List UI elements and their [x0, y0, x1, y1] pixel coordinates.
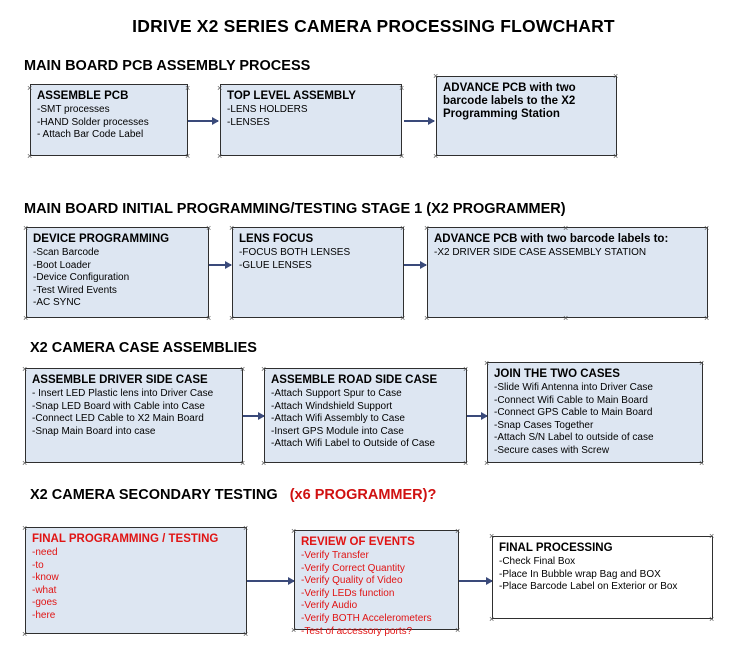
- anchor-x-icon: ×: [563, 223, 569, 233]
- box-review-of-events-title: REVIEW OF EVENTS: [301, 536, 415, 548]
- box-device-programming-title: DEVICE PROGRAMMING: [33, 233, 170, 245]
- anchor-x-icon: ×: [206, 313, 212, 323]
- page-title: IDRIVE X2 SERIES CAMERA PROCESSING FLOWCHART: [132, 16, 615, 36]
- section-heading-2-text: MAIN BOARD INITIAL PROGRAMMING/TESTING STAGE 1 (X2 PROGRAMMER): [24, 201, 566, 217]
- section-heading-4-text: X2 CAMERA SECONDARY TESTING: [30, 487, 278, 503]
- box-final-programming-testing-title: FINAL PROGRAMMING / TESTING: [32, 533, 219, 545]
- line: -goes: [32, 597, 58, 609]
- anchor-x-icon: ×: [399, 83, 405, 93]
- box-top-level-assembly[interactable]: [220, 83, 405, 156]
- line: -Attach S/N Label to outside of case: [494, 432, 654, 444]
- box-review-of-events-lines: [301, 550, 452, 638]
- section-heading-4: [30, 487, 436, 503]
- line: - Insert LED Plastic lens into Driver Case: [32, 388, 214, 399]
- box-final-processing-lines: [499, 556, 706, 594]
- line: -Snap LED Board with Cable into Case: [32, 400, 205, 412]
- anchor-x-icon: ×: [399, 151, 405, 161]
- line: -Place Barcode Label on Exterior or Box: [499, 581, 678, 593]
- box-final-programming-testing-lines: [32, 547, 240, 623]
- line: -Connect Wifi Cable to Main Board: [494, 394, 648, 406]
- anchor-x-icon: ×: [704, 223, 710, 233]
- arrow-top-level-to-advance: [404, 120, 434, 122]
- box-join-the-two-cases-lines: [494, 382, 696, 458]
- line: -Snap Cases Together: [494, 419, 594, 431]
- box-lens-focus-lines: [239, 247, 397, 272]
- anchor-x-icon: ×: [240, 458, 246, 468]
- box-device-programming-lines: [33, 247, 202, 310]
- line: -Verify Audio: [301, 600, 358, 612]
- line: - Attach Bar Code Label: [37, 129, 144, 141]
- box-advance-pcb-to-programming-station-title: ADVANCE PCB with two barcode labels to the X2 Programming Station: [443, 82, 576, 120]
- box-advance-pcb-to-case-assembly-lines: [434, 247, 701, 260]
- box-lens-focus-title: LENS FOCUS: [239, 233, 314, 245]
- line: -Verify LEDs function: [301, 587, 395, 599]
- box-assemble-pcb[interactable]: [30, 83, 191, 156]
- line: -Test of accessory ports?: [301, 625, 413, 637]
- line: -HAND Solder processes: [37, 116, 149, 128]
- anchor-x-icon: ×: [22, 364, 28, 374]
- box-lens-focus[interactable]: [232, 227, 404, 318]
- line: -AC SYNC: [33, 297, 81, 309]
- anchor-x-icon: ×: [463, 458, 469, 468]
- anchor-x-icon: ×: [433, 71, 439, 81]
- line: -LENSES: [227, 116, 270, 128]
- line: -Verify Correct Quantity: [301, 562, 405, 574]
- line: -GLUE LENSES: [239, 259, 312, 271]
- line: -here: [32, 609, 56, 621]
- anchor-x-icon: ×: [22, 458, 28, 468]
- anchor-x-icon: ×: [400, 223, 406, 233]
- line: -FOCUS BOTH LENSES: [239, 247, 351, 258]
- line: -Insert GPS Module into Case: [271, 425, 404, 437]
- box-review-of-events[interactable]: [294, 530, 459, 637]
- box-assemble-driver-side-case-lines: [32, 388, 236, 438]
- anchor-x-icon: ×: [489, 531, 495, 541]
- anchor-x-icon: ×: [243, 629, 249, 639]
- anchor-x-icon: ×: [709, 614, 715, 624]
- anchor-x-icon: ×: [27, 83, 33, 93]
- anchor-x-icon: ×: [699, 458, 705, 468]
- box-advance-pcb-to-programming-station[interactable]: [436, 76, 617, 156]
- line: -Secure cases with Screw: [494, 444, 610, 456]
- box-assemble-road-side-case-lines: [271, 388, 460, 451]
- line: -Snap Main Board into case: [32, 425, 156, 437]
- box-top-level-assembly-title: TOP LEVEL ASSEMBLY: [227, 90, 356, 102]
- box-assemble-pcb-lines: [37, 104, 181, 142]
- line: -Scan Barcode: [33, 247, 100, 258]
- line: -Connect GPS Cable to Main Board: [494, 407, 653, 419]
- anchor-x-icon: ×: [699, 358, 705, 368]
- section-heading-1-text: MAIN BOARD PCB ASSEMBLY PROCESS: [24, 58, 311, 74]
- line: -Attach Windshield Support: [271, 400, 393, 412]
- anchor-x-icon: ×: [185, 151, 191, 161]
- box-final-programming-testing[interactable]: [25, 527, 247, 634]
- line: -Check Final Box: [499, 556, 576, 567]
- arrow-review-to-final-processing: [459, 580, 492, 582]
- box-join-the-two-cases-title: JOIN THE TWO CASES: [494, 368, 620, 380]
- anchor-x-icon: ×: [424, 223, 430, 233]
- line: -Verify Quality of Video: [301, 575, 403, 587]
- box-assemble-driver-side-case-title: ASSEMBLE DRIVER SIDE CASE: [32, 374, 208, 386]
- anchor-x-icon: ×: [22, 523, 28, 533]
- anchor-x-icon: ×: [704, 313, 710, 323]
- line: -Test Wired Events: [33, 284, 117, 296]
- line: -SMT processes: [37, 104, 110, 115]
- anchor-x-icon: ×: [261, 458, 267, 468]
- line: -Attach Wifi Assembly to Case: [271, 413, 405, 425]
- line: -Verify BOTH Accelerometers: [301, 612, 432, 624]
- line: -Attach Support Spur to Case: [271, 388, 402, 399]
- anchor-x-icon: ×: [563, 313, 569, 323]
- anchor-x-icon: ×: [243, 523, 249, 533]
- line: -LENS HOLDERS: [227, 104, 308, 115]
- line: -Device Configuration: [33, 272, 130, 284]
- section-heading-3: [30, 340, 257, 356]
- anchor-x-icon: ×: [217, 151, 223, 161]
- anchor-x-icon: ×: [22, 629, 28, 639]
- anchor-x-icon: ×: [613, 71, 619, 81]
- box-final-processing[interactable]: [492, 536, 713, 619]
- anchor-x-icon: ×: [709, 531, 715, 541]
- anchor-x-icon: ×: [23, 313, 29, 323]
- anchor-x-icon: ×: [613, 151, 619, 161]
- box-advance-pcb-to-case-assembly[interactable]: [427, 227, 708, 318]
- anchor-x-icon: ×: [400, 313, 406, 323]
- anchor-x-icon: ×: [261, 364, 267, 374]
- line: -Slide Wifi Antenna into Driver Case: [494, 382, 653, 393]
- line: -Connect LED Cable to X2 Main Board: [32, 413, 204, 425]
- section-heading-3-text: X2 CAMERA CASE ASSEMBLIES: [30, 340, 257, 356]
- section-heading-2: [24, 201, 566, 217]
- box-assemble-driver-side-case[interactable]: [25, 368, 243, 463]
- arrow-lens-focus-to-advance: [404, 264, 426, 266]
- box-final-processing-title: FINAL PROCESSING: [499, 542, 613, 554]
- line: -Attach Wifi Label to Outside of Case: [271, 438, 435, 450]
- box-assemble-road-side-case[interactable]: [264, 368, 467, 463]
- anchor-x-icon: ×: [455, 526, 461, 536]
- section-heading-4-accent: (x6 PROGRAMMER)?: [289, 487, 437, 503]
- anchor-x-icon: ×: [424, 313, 430, 323]
- line: -to: [32, 559, 44, 571]
- arrow-driver-case-to-road-case: [243, 415, 264, 417]
- arrow-device-to-lens-focus: [209, 264, 231, 266]
- box-device-programming[interactable]: [26, 227, 209, 318]
- box-join-the-two-cases[interactable]: [487, 362, 703, 463]
- anchor-x-icon: ×: [229, 313, 235, 323]
- anchor-x-icon: ×: [291, 526, 297, 536]
- box-assemble-road-side-case-title: ASSEMBLE ROAD SIDE CASE: [271, 374, 438, 386]
- line: -know: [32, 572, 59, 584]
- anchor-x-icon: ×: [27, 151, 33, 161]
- anchor-x-icon: ×: [240, 364, 246, 374]
- anchor-x-icon: ×: [291, 625, 297, 635]
- box-assemble-pcb-title: ASSEMBLE PCB: [37, 90, 129, 102]
- box-advance-pcb-to-case-assembly-title: ADVANCE PCB with two barcode labels to:: [434, 233, 669, 245]
- arrow-final-programming-to-review: [247, 580, 294, 582]
- anchor-x-icon: ×: [206, 223, 212, 233]
- anchor-x-icon: ×: [217, 83, 223, 93]
- arrow-road-case-to-join: [467, 415, 487, 417]
- line: -Place In Bubble wrap Bag and BOX: [499, 568, 661, 580]
- line: -X2 DRIVER SIDE CASE ASSEMBLY STATION: [434, 247, 647, 258]
- anchor-x-icon: ×: [433, 151, 439, 161]
- arrow-pcb-to-top-level: [188, 120, 218, 122]
- line: -what: [32, 584, 57, 596]
- anchor-x-icon: ×: [23, 223, 29, 233]
- anchor-x-icon: ×: [185, 83, 191, 93]
- anchor-x-icon: ×: [489, 614, 495, 624]
- anchor-x-icon: ×: [484, 458, 490, 468]
- anchor-x-icon: ×: [229, 223, 235, 233]
- box-top-level-assembly-lines: [227, 104, 395, 129]
- line: -Boot Loader: [33, 259, 91, 271]
- anchor-x-icon: ×: [455, 625, 461, 635]
- section-heading-1: [24, 58, 310, 74]
- line: -Verify Transfer: [301, 550, 369, 561]
- anchor-x-icon: ×: [484, 358, 490, 368]
- anchor-x-icon: ×: [463, 364, 469, 374]
- line: -need: [32, 547, 58, 558]
